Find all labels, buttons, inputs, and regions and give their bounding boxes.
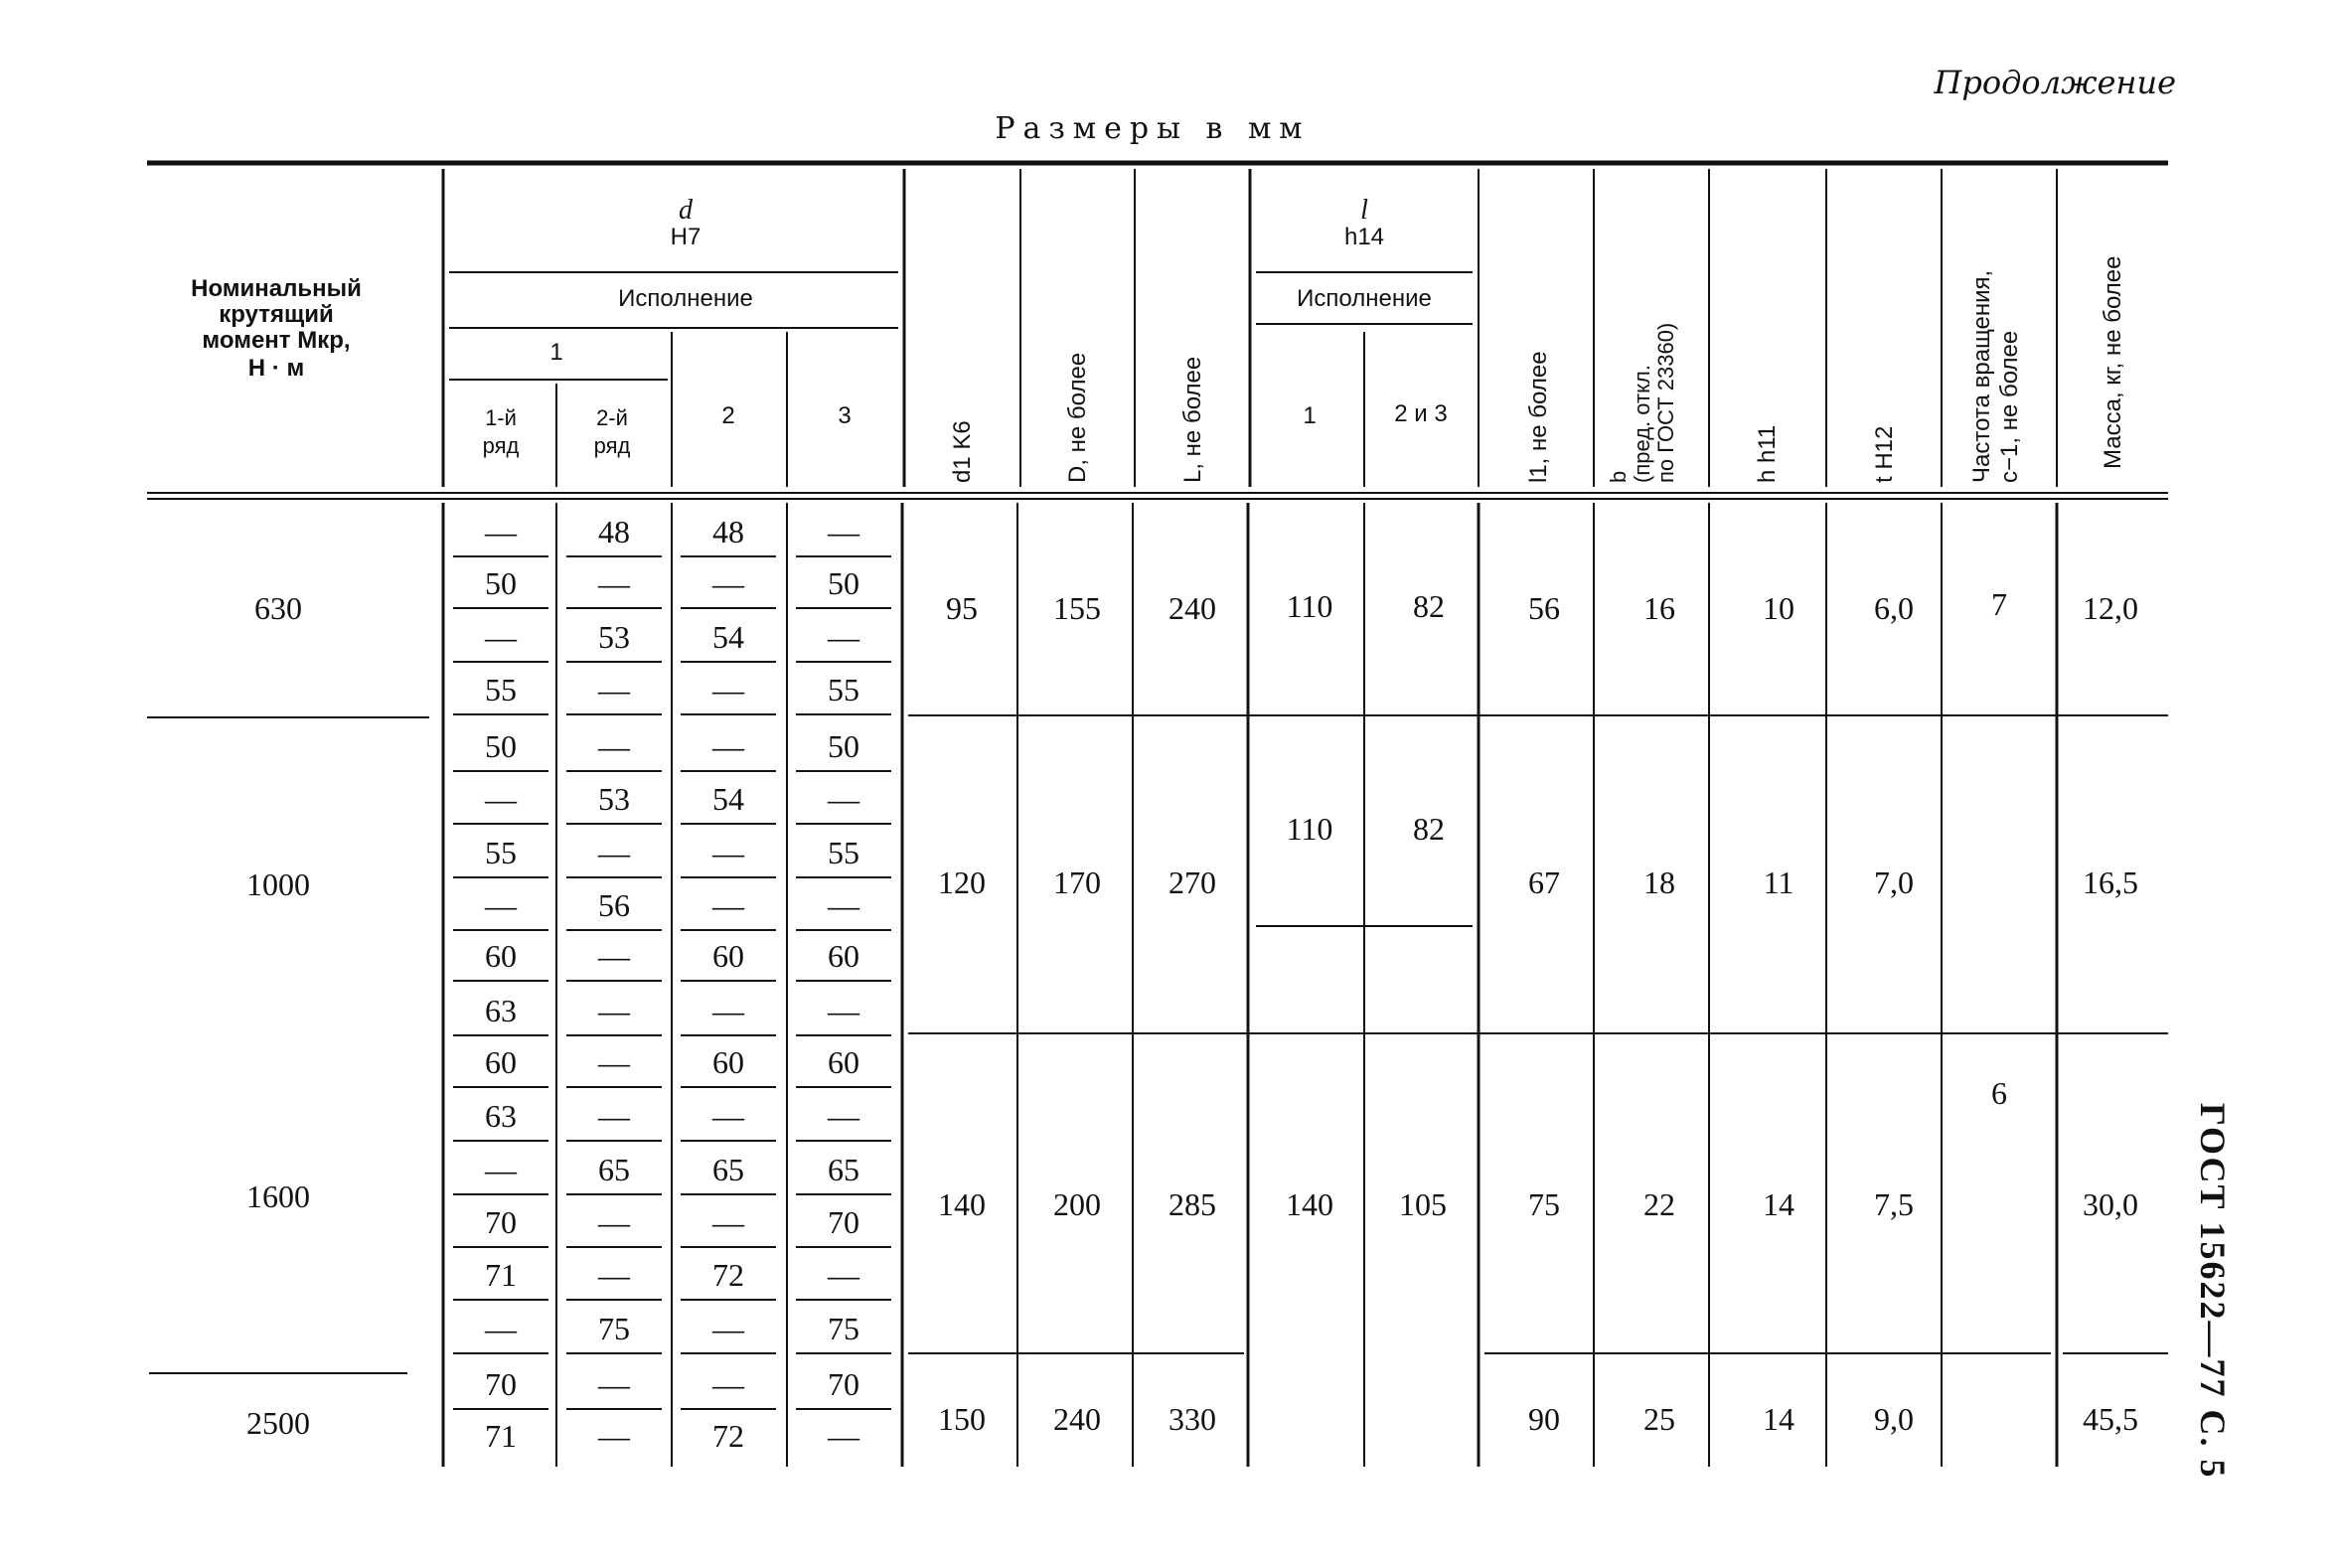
d-cell: —	[712, 887, 744, 923]
d-cell: 71	[485, 1257, 517, 1293]
hdr-row2-b: ряд	[593, 433, 631, 458]
d-cell: —	[712, 1098, 744, 1134]
d-cell: 65	[828, 1152, 859, 1187]
hdr-exec-2: 2	[721, 402, 735, 429]
hdr-row1-b: ряд	[482, 433, 520, 458]
d-cell: 60	[828, 938, 859, 974]
d-cell: —	[598, 938, 630, 974]
group-l1-value: 75	[1528, 1186, 1560, 1222]
d-cell: —	[828, 1257, 859, 1293]
d-cell: —	[712, 565, 744, 601]
d-cell: —	[598, 1044, 630, 1080]
d-cell: 50	[485, 565, 517, 601]
torque-value: 2500	[246, 1405, 310, 1441]
group-d1-value: 150	[938, 1401, 986, 1437]
d-cell: 70	[828, 1366, 859, 1402]
d-cell: —	[598, 993, 630, 1028]
group-h-value: 14	[1763, 1186, 1794, 1222]
d-cell: 65	[712, 1152, 744, 1187]
group-l1-value: 90	[1528, 1401, 1560, 1437]
l-exec1-value: 110	[1286, 811, 1333, 847]
d-cell: —	[598, 835, 630, 870]
torque-value: 1600	[246, 1178, 310, 1214]
d-cell: 60	[485, 1044, 517, 1080]
d-cell: 55	[485, 672, 517, 707]
d-cell: —	[828, 514, 859, 549]
d-cell: 72	[712, 1257, 744, 1293]
d-cell: —	[598, 1098, 630, 1134]
hdr-torque-line-4: Н · м	[247, 355, 305, 382]
group-h-value: 10	[1763, 590, 1794, 626]
group-D-value: 200	[1053, 1186, 1101, 1222]
group-D-value: 240	[1053, 1401, 1101, 1437]
torque-value: 630	[254, 590, 302, 626]
d-cell: 60	[712, 1044, 744, 1080]
d-cell: —	[485, 514, 517, 549]
group-d1-value: 95	[946, 590, 978, 626]
d-cell: 63	[485, 993, 517, 1028]
d-cell: —	[828, 781, 859, 817]
d-cell: 54	[712, 781, 744, 817]
d-cell: —	[598, 565, 630, 601]
continuation-label: Продолжение	[1934, 64, 2176, 101]
hdr-torque-line-3: момент Mкр,	[202, 327, 351, 354]
d-cell: 72	[712, 1418, 744, 1454]
group-t-value: 7,5	[1874, 1186, 1914, 1222]
group-mass-value: 16,5	[2083, 864, 2138, 900]
l-exec1-value: 140	[1286, 1186, 1333, 1222]
group-D-value: 155	[1053, 590, 1101, 626]
d-cell: —	[712, 728, 744, 764]
d-cell: 60	[485, 938, 517, 974]
hdr-exec-3: 3	[838, 402, 852, 429]
d-cell: —	[598, 1204, 630, 1240]
group-mass-value: 30,0	[2083, 1186, 2138, 1222]
d-cell: 60	[828, 1044, 859, 1080]
d-cell: 70	[828, 1204, 859, 1240]
hdr-l-exec-1: 1	[1303, 402, 1317, 429]
d-cell: —	[485, 1152, 517, 1187]
d-cell: 71	[485, 1418, 517, 1454]
l-exec1-value: 110	[1286, 588, 1333, 624]
d-cell: —	[828, 1098, 859, 1134]
d-cell: —	[598, 728, 630, 764]
group-mass-value: 12,0	[2083, 590, 2138, 626]
d-cell: —	[712, 835, 744, 870]
hdr-freq-line-1: Частота вращения,	[1968, 269, 1995, 483]
d-cell: —	[712, 1311, 744, 1346]
d-cell: 63	[485, 1098, 517, 1134]
d-cell: —	[828, 619, 859, 655]
d-cell: —	[712, 1204, 744, 1240]
group-t-value: 6,0	[1874, 590, 1914, 626]
d-cell: —	[712, 993, 744, 1028]
group-h-value: 14	[1763, 1401, 1794, 1437]
d-cell: 53	[598, 781, 630, 817]
hdr-b-line-3: по ГОСТ 23360)	[1653, 322, 1678, 483]
d-cell: 56	[598, 887, 630, 923]
l-exec23-value: 82	[1413, 588, 1445, 624]
d-cell: —	[712, 672, 744, 707]
group-h-value: 11	[1763, 864, 1794, 900]
d-cell: 70	[485, 1204, 517, 1240]
freq-value: 6	[1991, 1075, 2007, 1111]
d-cell: —	[485, 619, 517, 655]
d-cell: —	[712, 1366, 744, 1402]
group-t-value: 7,0	[1874, 864, 1914, 900]
hdr-d-execution: Исполнение	[618, 285, 753, 312]
hdr-d1: d1 K6	[949, 420, 976, 483]
l-exec23-value: 105	[1399, 1186, 1447, 1222]
d-cell: 48	[712, 514, 744, 549]
group-d1-value: 120	[938, 864, 986, 900]
d-cell: 53	[598, 619, 630, 655]
d-cell: —	[598, 1366, 630, 1402]
d-cell: —	[598, 1257, 630, 1293]
group-L-value: 330	[1169, 1401, 1216, 1437]
hdr-b-line-2: (пред. откл.	[1630, 365, 1654, 483]
group-l1-value: 67	[1528, 864, 1560, 900]
d-cell: 55	[485, 835, 517, 870]
group-mass-value: 45,5	[2083, 1401, 2138, 1437]
hdr-h: h h11	[1754, 424, 1781, 483]
d-cell: —	[598, 1418, 630, 1454]
group-d1-value: 140	[938, 1186, 986, 1222]
d-cell: 60	[712, 938, 744, 974]
d-cell: 50	[828, 728, 859, 764]
freq-value: 7	[1991, 586, 2007, 622]
d-cell: 50	[828, 565, 859, 601]
d-cell: —	[828, 887, 859, 923]
d-cell: 54	[712, 619, 744, 655]
d-cell: 75	[828, 1311, 859, 1346]
hdr-d-symbol: d	[679, 195, 693, 226]
group-L-value: 285	[1169, 1186, 1216, 1222]
group-b-value: 22	[1643, 1186, 1675, 1222]
group-b-value: 16	[1643, 590, 1675, 626]
d-cell: —	[598, 672, 630, 707]
hdr-t: t H12	[1871, 425, 1898, 483]
d-cell: 70	[485, 1366, 517, 1402]
hdr-l1: l1, не более	[1525, 351, 1552, 483]
d-cell: —	[828, 1418, 859, 1454]
d-cell: 65	[598, 1152, 630, 1187]
hdr-l-execution: Исполнение	[1297, 285, 1432, 312]
hdr-L: L, не более	[1179, 356, 1206, 483]
d-cell: —	[828, 993, 859, 1028]
group-D-value: 170	[1053, 864, 1101, 900]
hdr-d-tolerance: H7	[670, 224, 701, 250]
d-cell: —	[485, 1311, 517, 1346]
group-L-value: 270	[1169, 864, 1216, 900]
group-t-value: 9,0	[1874, 1401, 1914, 1437]
d-cell: 75	[598, 1311, 630, 1346]
hdr-freq-line-2: с−1, не более	[1996, 330, 2023, 483]
group-b-value: 18	[1643, 864, 1675, 900]
hdr-b-line-1: b	[1606, 470, 1631, 483]
d-cell: —	[485, 781, 517, 817]
hdr-D: D, не более	[1064, 352, 1091, 483]
hdr-torque-line-2: крутящий	[219, 301, 334, 328]
d-cell: —	[485, 887, 517, 923]
hdr-torque-line-1: Номинальный	[191, 275, 362, 302]
hdr-l-symbol: l	[1360, 195, 1368, 226]
torque-value: 1000	[246, 866, 310, 902]
side-gost-label: ГОСТ 15622—77 С. 5	[2193, 1103, 2233, 1480]
hdr-row2-a: 2-й	[596, 405, 628, 430]
d-cell: 55	[828, 835, 859, 870]
hdr-l-exec-23: 2 и 3	[1394, 400, 1448, 427]
l-exec23-value: 82	[1413, 811, 1445, 847]
group-L-value: 240	[1169, 590, 1216, 626]
hdr-row1-a: 1-й	[485, 405, 517, 430]
d-cell: 50	[485, 728, 517, 764]
group-l1-value: 56	[1528, 590, 1560, 626]
d-cell: 55	[828, 672, 859, 707]
hdr-l-tolerance: h14	[1343, 224, 1385, 250]
units-caption: Размеры в мм	[995, 111, 1311, 146]
hdr-exec-1: 1	[549, 339, 563, 366]
d-cell: 48	[598, 514, 630, 549]
group-b-value: 25	[1643, 1401, 1675, 1437]
hdr-mass: Масса, кг, не более	[2100, 255, 2126, 469]
